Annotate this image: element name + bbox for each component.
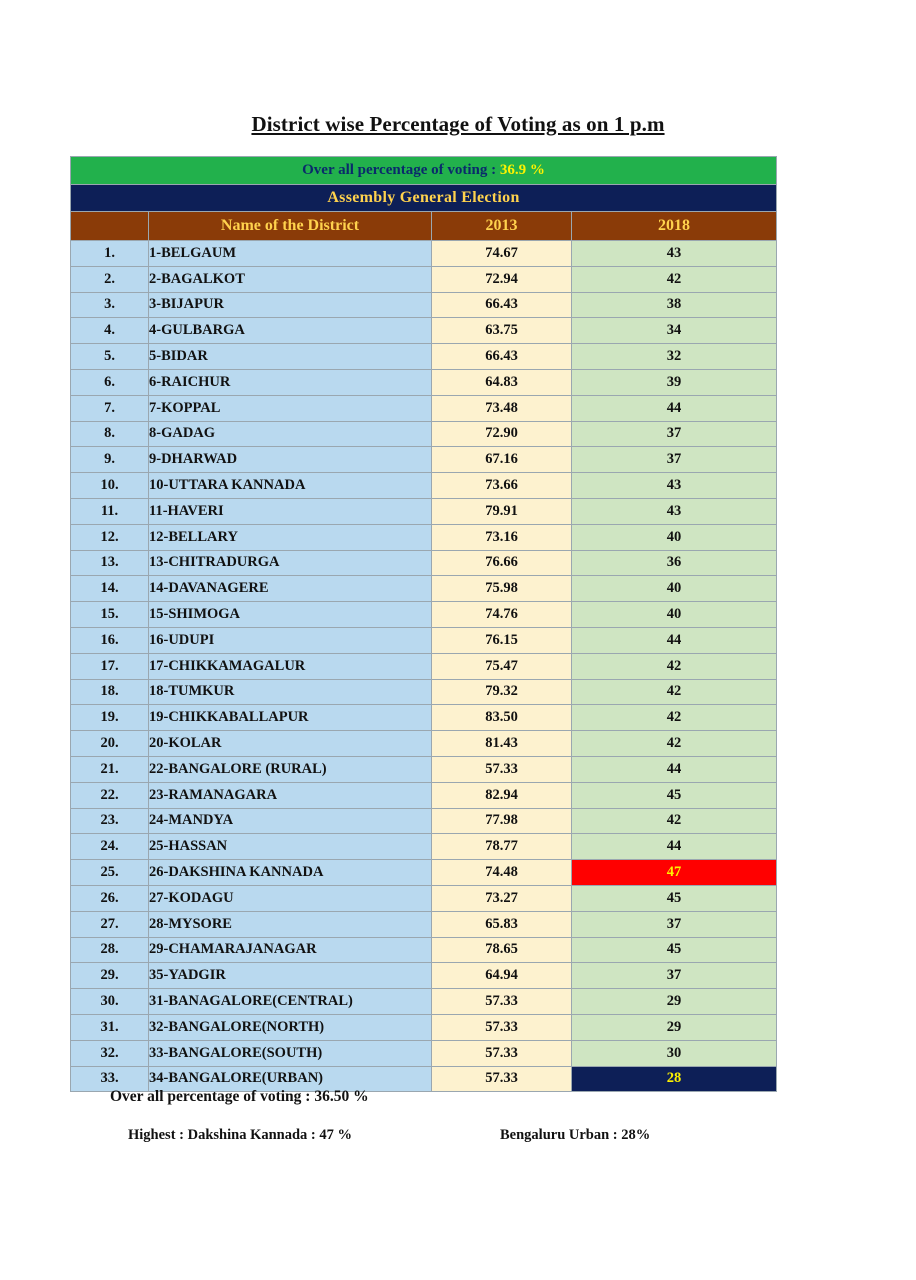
cell-percentage-2013: 83.50 — [432, 705, 572, 731]
footer-overall-percentage: Over all percentage of voting : 36.50 % — [110, 1088, 369, 1105]
table-row — [71, 808, 777, 834]
overall-banner-value: 36.9 % — [499, 162, 545, 178]
cell-serial-number: 9. — [71, 447, 149, 473]
cell-district-name: 29-CHAMARAJANAGAR — [149, 937, 432, 963]
cell-district-name: 9-DHARWAD — [149, 447, 432, 473]
cell-percentage-2013: 66.43 — [432, 344, 572, 370]
cell-district-name: 35-YADGIR — [149, 963, 432, 989]
cell-serial-number: 5. — [71, 344, 149, 370]
cell-serial-number: 33. — [71, 1066, 149, 1092]
cell-serial-number: 32. — [71, 1040, 149, 1066]
table-row — [71, 266, 777, 292]
table-row — [71, 602, 777, 628]
cell-district-name: 34-BANGALORE(URBAN) — [149, 1066, 432, 1092]
cell-percentage-2018: 42 — [572, 653, 777, 679]
cell-serial-number: 15. — [71, 602, 149, 628]
cell-serial-number: 4. — [71, 318, 149, 344]
cell-percentage-2018: 45 — [572, 782, 777, 808]
voting-table — [70, 156, 777, 1092]
footer-lowest: Bengaluru Urban : 28% — [500, 1127, 651, 1143]
subtitle-row — [71, 185, 777, 212]
cell-district-name: 8-GADAG — [149, 421, 432, 447]
column-header-sn — [71, 212, 149, 241]
column-header-2013: 2013 — [432, 212, 572, 241]
cell-district-name: 18-TUMKUR — [149, 679, 432, 705]
column-header-district: Name of the District — [149, 212, 432, 241]
cell-percentage-2018: 42 — [572, 679, 777, 705]
cell-serial-number: 18. — [71, 679, 149, 705]
cell-district-name: 16-UDUPI — [149, 627, 432, 653]
cell-district-name: 25-HASSAN — [149, 834, 432, 860]
cell-serial-number: 30. — [71, 989, 149, 1015]
footer-highest: Highest : Dakshina Kannada : 47 % — [128, 1127, 352, 1143]
cell-percentage-2018: 43 — [572, 241, 777, 267]
cell-percentage-2013: 66.43 — [432, 292, 572, 318]
cell-percentage-2018: 45 — [572, 937, 777, 963]
cell-serial-number: 3. — [71, 292, 149, 318]
cell-district-name: 1-BELGAUM — [149, 241, 432, 267]
table-row — [71, 860, 777, 886]
cell-percentage-2018: 40 — [572, 524, 777, 550]
cell-percentage-2018: 43 — [572, 473, 777, 499]
table-row — [71, 576, 777, 602]
cell-percentage-2018: 40 — [572, 576, 777, 602]
table-row — [71, 782, 777, 808]
cell-percentage-2018: 28 — [572, 1066, 777, 1092]
cell-percentage-2018: 37 — [572, 963, 777, 989]
cell-percentage-2018: 38 — [572, 292, 777, 318]
cell-percentage-2013: 74.48 — [432, 860, 572, 886]
table-row — [71, 1014, 777, 1040]
cell-percentage-2013: 73.66 — [432, 473, 572, 499]
cell-percentage-2013: 78.65 — [432, 937, 572, 963]
cell-district-name: 27-KODAGU — [149, 885, 432, 911]
cell-percentage-2013: 79.91 — [432, 498, 572, 524]
cell-percentage-2013: 75.47 — [432, 653, 572, 679]
cell-serial-number: 2. — [71, 266, 149, 292]
table-row — [71, 524, 777, 550]
table-row — [71, 292, 777, 318]
cell-percentage-2013: 77.98 — [432, 808, 572, 834]
cell-serial-number: 8. — [71, 421, 149, 447]
cell-percentage-2018: 44 — [572, 627, 777, 653]
table-row — [71, 937, 777, 963]
cell-percentage-2013: 64.94 — [432, 963, 572, 989]
cell-percentage-2018: 29 — [572, 989, 777, 1015]
cell-percentage-2018: 37 — [572, 911, 777, 937]
table-row — [71, 731, 777, 757]
cell-district-name: 12-BELLARY — [149, 524, 432, 550]
cell-district-name: 4-GULBARGA — [149, 318, 432, 344]
table-row — [71, 989, 777, 1015]
table-row — [71, 627, 777, 653]
cell-percentage-2018: 37 — [572, 421, 777, 447]
cell-district-name: 17-CHIKKAMAGALUR — [149, 653, 432, 679]
table-row — [71, 834, 777, 860]
cell-serial-number: 27. — [71, 911, 149, 937]
voting-table-container — [70, 156, 776, 1092]
cell-percentage-2018: 39 — [572, 369, 777, 395]
cell-district-name: 26-DAKSHINA KANNADA — [149, 860, 432, 886]
cell-district-name: 7-KOPPAL — [149, 395, 432, 421]
column-header-2018: 2018 — [572, 212, 777, 241]
cell-percentage-2013: 57.33 — [432, 1040, 572, 1066]
cell-percentage-2013: 76.66 — [432, 550, 572, 576]
cell-serial-number: 10. — [71, 473, 149, 499]
table-row — [71, 705, 777, 731]
table-row — [71, 421, 777, 447]
cell-district-name: 3-BIJAPUR — [149, 292, 432, 318]
cell-serial-number: 25. — [71, 860, 149, 886]
cell-serial-number: 31. — [71, 1014, 149, 1040]
table-row — [71, 550, 777, 576]
table-row — [71, 344, 777, 370]
overall-banner-cell — [71, 157, 777, 185]
cell-percentage-2013: 79.32 — [432, 679, 572, 705]
cell-district-name: 24-MANDYA — [149, 808, 432, 834]
cell-district-name: 19-CHIKKABALLAPUR — [149, 705, 432, 731]
cell-percentage-2018: 42 — [572, 266, 777, 292]
cell-serial-number: 1. — [71, 241, 149, 267]
cell-district-name: 22-BANGALORE (RURAL) — [149, 756, 432, 782]
table-row — [71, 473, 777, 499]
cell-percentage-2013: 78.77 — [432, 834, 572, 860]
cell-percentage-2013: 75.98 — [432, 576, 572, 602]
cell-percentage-2018: 29 — [572, 1014, 777, 1040]
table-row — [71, 318, 777, 344]
table-row — [71, 963, 777, 989]
cell-percentage-2018: 47 — [572, 860, 777, 886]
cell-serial-number: 20. — [71, 731, 149, 757]
cell-serial-number: 26. — [71, 885, 149, 911]
cell-percentage-2013: 63.75 — [432, 318, 572, 344]
cell-percentage-2018: 44 — [572, 756, 777, 782]
table-row — [71, 1040, 777, 1066]
cell-district-name: 5-BIDAR — [149, 344, 432, 370]
cell-serial-number: 13. — [71, 550, 149, 576]
cell-percentage-2018: 34 — [572, 318, 777, 344]
table-row — [71, 498, 777, 524]
cell-percentage-2013: 57.33 — [432, 756, 572, 782]
cell-district-name: 20-KOLAR — [149, 731, 432, 757]
cell-serial-number: 24. — [71, 834, 149, 860]
cell-serial-number: 7. — [71, 395, 149, 421]
table-row — [71, 911, 777, 937]
cell-serial-number: 12. — [71, 524, 149, 550]
table-row — [71, 395, 777, 421]
table-row — [71, 885, 777, 911]
cell-serial-number: 6. — [71, 369, 149, 395]
table-body — [71, 241, 777, 1092]
cell-percentage-2018: 44 — [572, 395, 777, 421]
cell-district-name: 10-UTTARA KANNADA — [149, 473, 432, 499]
cell-percentage-2013: 73.27 — [432, 885, 572, 911]
cell-percentage-2018: 32 — [572, 344, 777, 370]
cell-district-name: 31-BANAGALORE(CENTRAL) — [149, 989, 432, 1015]
cell-district-name: 11-HAVERI — [149, 498, 432, 524]
table-row — [71, 756, 777, 782]
cell-percentage-2018: 42 — [572, 731, 777, 757]
table-row — [71, 653, 777, 679]
cell-serial-number: 14. — [71, 576, 149, 602]
cell-percentage-2018: 42 — [572, 705, 777, 731]
cell-percentage-2018: 44 — [572, 834, 777, 860]
column-header-row — [71, 212, 777, 241]
table-row — [71, 369, 777, 395]
cell-district-name: 2-BAGALKOT — [149, 266, 432, 292]
cell-percentage-2013: 73.16 — [432, 524, 572, 550]
cell-serial-number: 11. — [71, 498, 149, 524]
cell-percentage-2013: 82.94 — [432, 782, 572, 808]
cell-percentage-2018: 42 — [572, 808, 777, 834]
cell-percentage-2018: 43 — [572, 498, 777, 524]
page-title: District wise Percentage of Voting as on 1 p.m — [251, 112, 665, 136]
table-row — [71, 679, 777, 705]
cell-serial-number: 23. — [71, 808, 149, 834]
cell-percentage-2013: 81.43 — [432, 731, 572, 757]
cell-district-name: 23-RAMANAGARA — [149, 782, 432, 808]
table-header — [71, 157, 777, 241]
cell-percentage-2013: 74.67 — [432, 241, 572, 267]
cell-percentage-2018: 40 — [572, 602, 777, 628]
cell-percentage-2013: 73.48 — [432, 395, 572, 421]
cell-serial-number: 22. — [71, 782, 149, 808]
cell-district-name: 14-DAVANAGERE — [149, 576, 432, 602]
cell-serial-number: 29. — [71, 963, 149, 989]
cell-district-name: 33-BANGALORE(SOUTH) — [149, 1040, 432, 1066]
cell-percentage-2013: 72.90 — [432, 421, 572, 447]
overall-banner-row — [71, 157, 777, 185]
cell-serial-number: 17. — [71, 653, 149, 679]
cell-percentage-2013: 67.16 — [432, 447, 572, 473]
cell-district-name: 32-BANGALORE(NORTH) — [149, 1014, 432, 1040]
table-row — [71, 241, 777, 267]
cell-percentage-2013: 57.33 — [432, 989, 572, 1015]
cell-percentage-2018: 30 — [572, 1040, 777, 1066]
cell-percentage-2013: 64.83 — [432, 369, 572, 395]
subtitle-cell: Assembly General Election — [71, 185, 777, 212]
cell-serial-number: 16. — [71, 627, 149, 653]
cell-percentage-2013: 57.33 — [432, 1066, 572, 1092]
cell-serial-number: 19. — [71, 705, 149, 731]
cell-percentage-2018: 36 — [572, 550, 777, 576]
cell-district-name: 13-CHITRADURGA — [149, 550, 432, 576]
cell-percentage-2013: 72.94 — [432, 266, 572, 292]
cell-percentage-2018: 37 — [572, 447, 777, 473]
cell-district-name: 28-MYSORE — [149, 911, 432, 937]
cell-percentage-2013: 74.76 — [432, 602, 572, 628]
cell-district-name: 15-SHIMOGA — [149, 602, 432, 628]
overall-banner-label: Over all percentage of voting : — [302, 162, 497, 178]
cell-percentage-2018: 45 — [572, 885, 777, 911]
table-row — [71, 447, 777, 473]
cell-percentage-2013: 76.15 — [432, 627, 572, 653]
cell-percentage-2013: 65.83 — [432, 911, 572, 937]
cell-district-name: 6-RAICHUR — [149, 369, 432, 395]
cell-serial-number: 21. — [71, 756, 149, 782]
cell-serial-number: 28. — [71, 937, 149, 963]
cell-percentage-2013: 57.33 — [432, 1014, 572, 1040]
